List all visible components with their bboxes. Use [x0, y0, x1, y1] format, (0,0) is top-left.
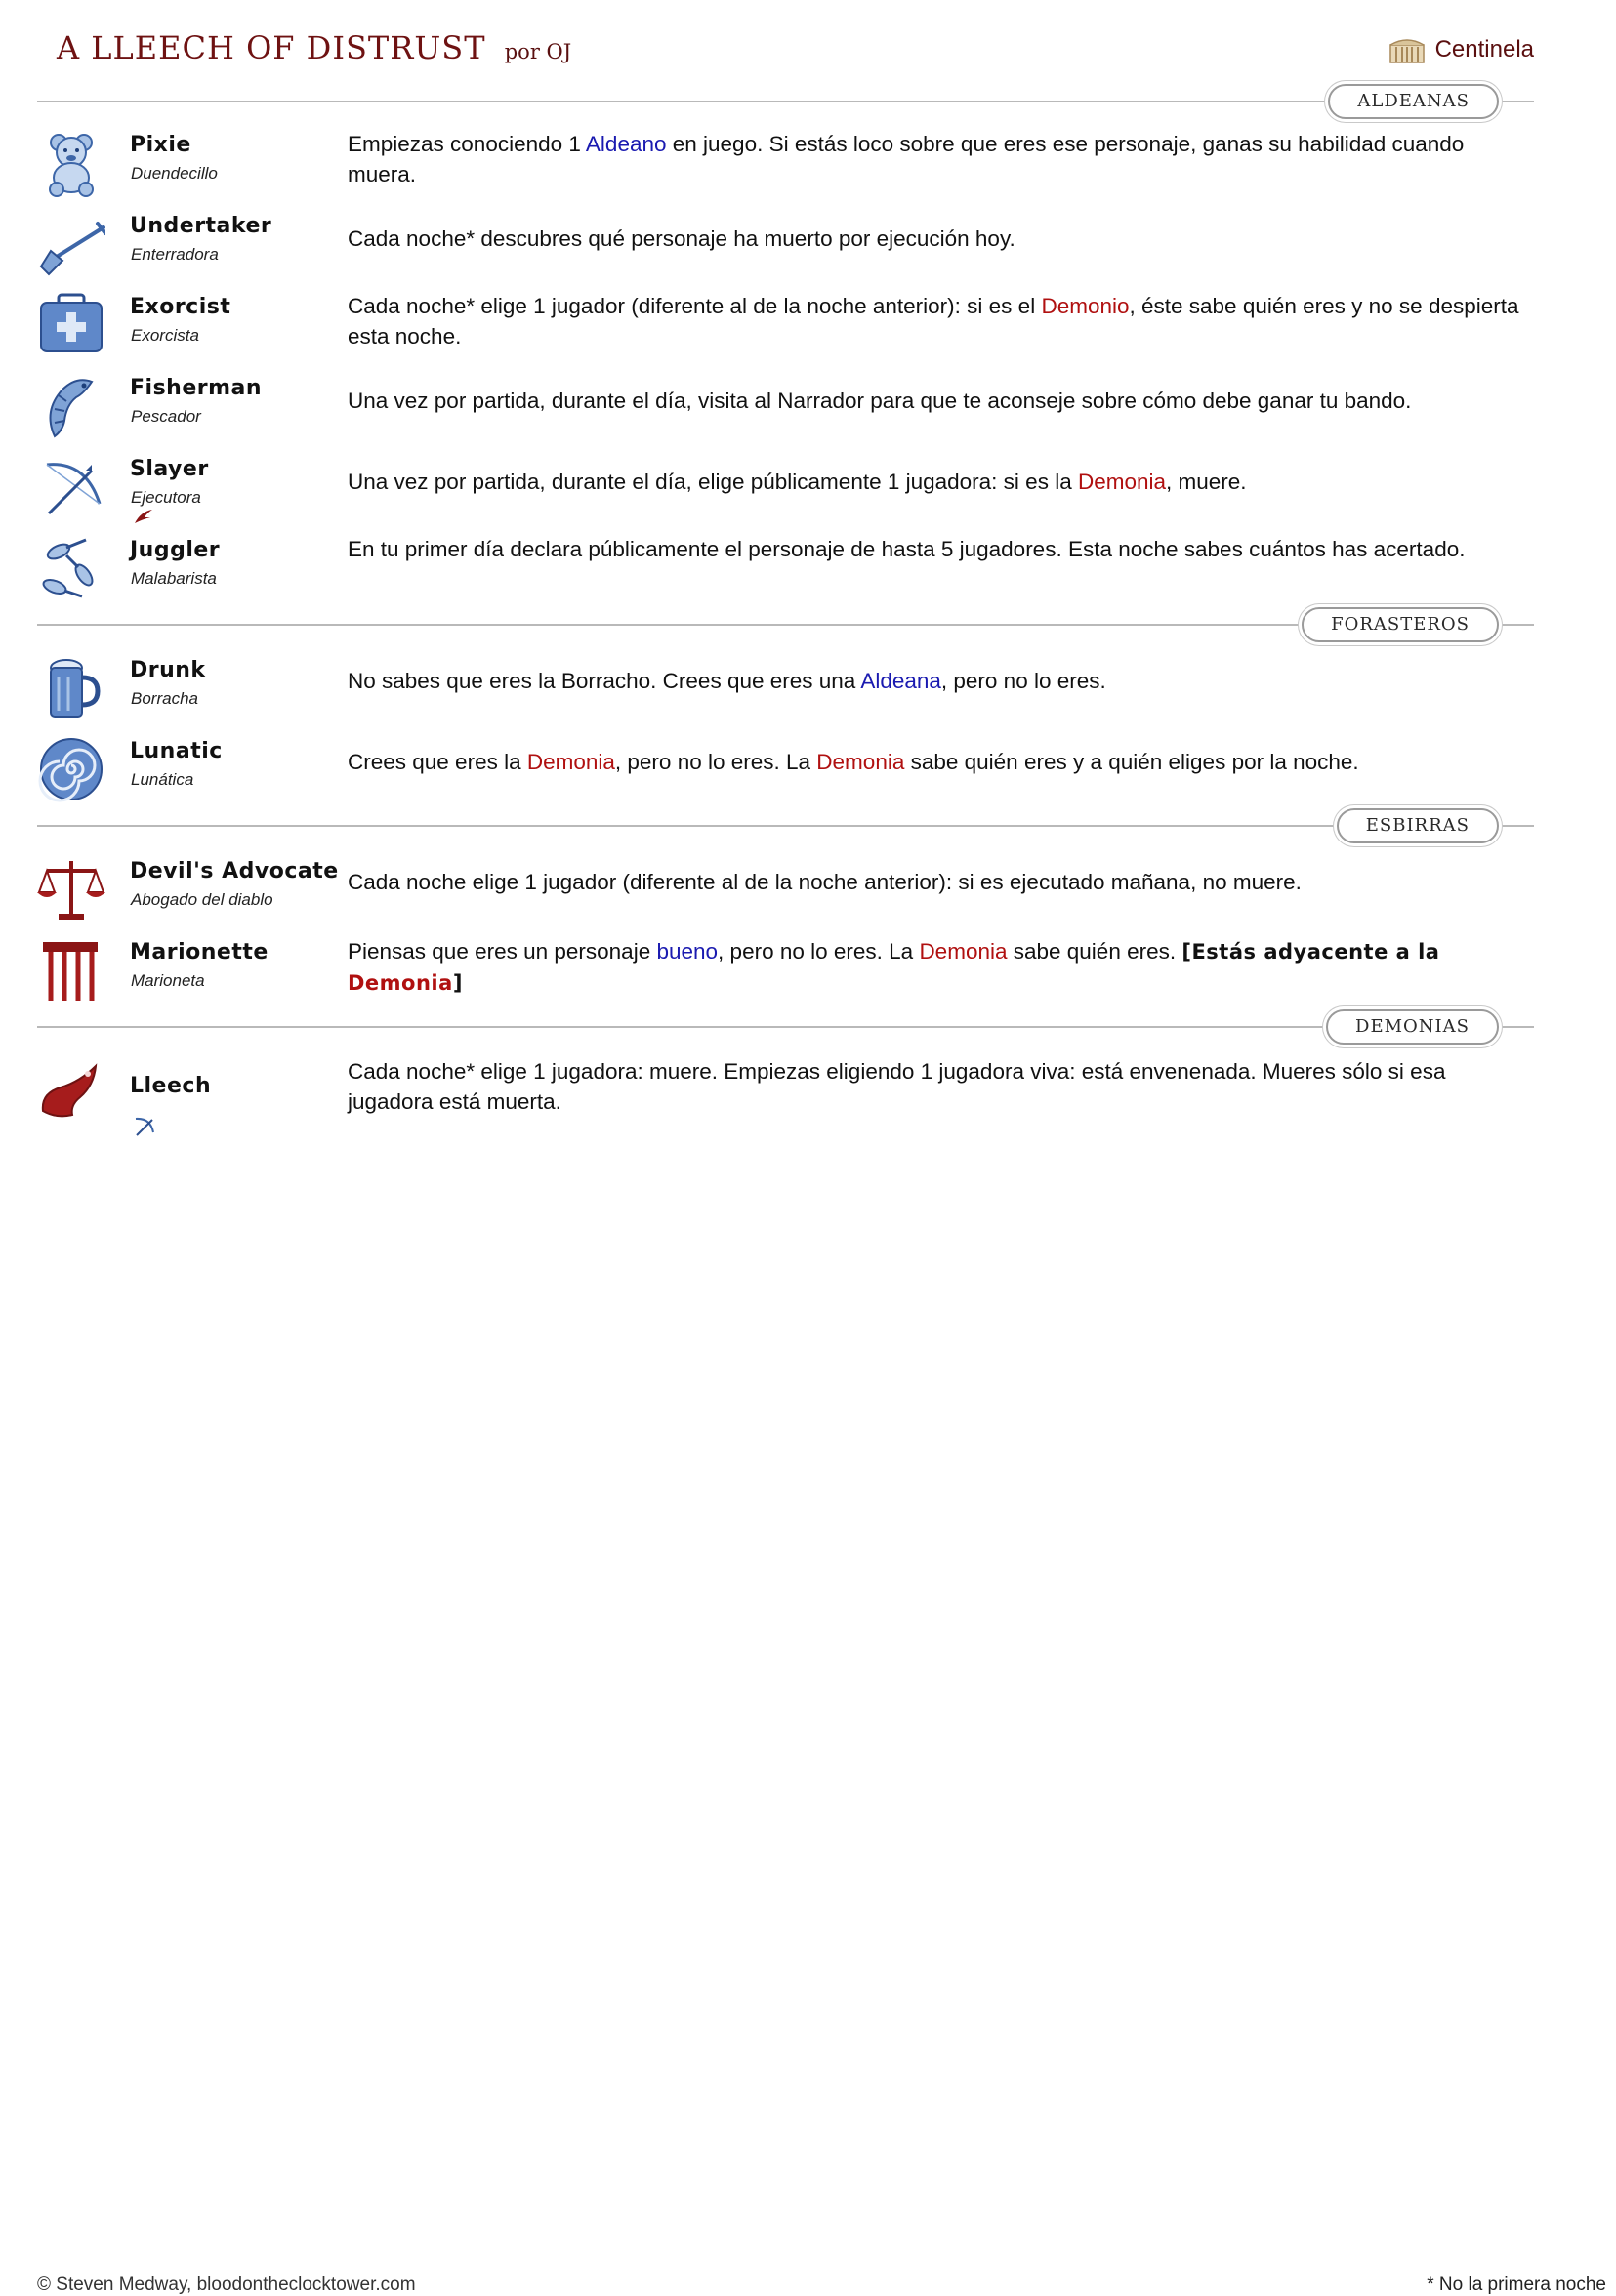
- section-label-demons: DEMONIAS: [1326, 1009, 1499, 1045]
- role-translation: Borracha: [131, 689, 198, 708]
- section-label-outsiders: FORASTEROS: [1302, 607, 1499, 642]
- role-name: Undertaker: [130, 214, 272, 238]
- crossbow-icon: [37, 453, 105, 521]
- role-translation: Duendecillo: [131, 164, 218, 183]
- footnote-text: * No la primera noche: [1427, 2275, 1606, 2295]
- crossbow-reminder-icon: [133, 1115, 156, 1138]
- scales-icon: [37, 855, 105, 923]
- role-ability: Cada noche elige 1 jugador (diferente al de la noche anterior): si es ejecutado mañana, no muere.: [348, 870, 1302, 894]
- sentinel-icon: [1388, 35, 1426, 64]
- role-translation: Enterradora: [131, 245, 219, 264]
- section-header-townsfolk: [37, 82, 1534, 121]
- role-ability: No sabes que eres la Borracho. Crees que eres una Aldeana, pero no lo eres.: [348, 669, 1106, 693]
- marionette-icon: [37, 936, 105, 1004]
- beer-mug-icon: [37, 654, 105, 722]
- role-ability: Una vez por partida, durante el día, visita al Narrador para que te aconseje sobre cómo debe ganar tu bando.: [348, 389, 1412, 413]
- lleech-icon: [37, 1056, 105, 1125]
- fish-icon: [37, 372, 105, 440]
- section-header-minions: [37, 806, 1534, 845]
- juggling-clubs-icon: [37, 534, 105, 602]
- role-name: Marionette: [130, 940, 269, 964]
- divider: [37, 825, 1534, 827]
- role-name: Fisherman: [130, 376, 263, 400]
- role-ability: Una vez por partida, durante el día, elige públicamente 1 jugadora: si es la Demonia, muere.: [348, 470, 1247, 494]
- copyright-text: © Steven Medway, bloodontheclocktower.com: [37, 2275, 416, 2295]
- role-name: Devil's Advocate: [130, 859, 339, 883]
- section-header-demons: [37, 1007, 1534, 1046]
- role-translation: Exorcista: [131, 326, 199, 345]
- edition-label: Centinela: [1434, 36, 1534, 62]
- section-label-townsfolk: ALDEANAS: [1328, 84, 1499, 119]
- role-name: Exorcist: [130, 295, 231, 319]
- script-author: por OJ: [504, 40, 572, 63]
- role-translation: Ejecutora: [131, 488, 201, 507]
- section-header-outsiders: [37, 605, 1534, 644]
- role-translation: Malabarista: [131, 569, 217, 588]
- role-ability: Cada noche* elige 1 jugador (diferente al de la noche anterior): si es el Demonio, éste sabe quién eres y no se despierta esta noche.: [348, 294, 1519, 348]
- role-translation: Lunática: [131, 770, 194, 789]
- script-title-text: A LLEECH OF DISTRUST: [57, 29, 486, 66]
- role-name: Drunk: [130, 658, 206, 682]
- role-ability: En tu primer día declara públicamente el personaje de hasta 5 jugadores. Esta noche sabes cuántos has acertado.: [348, 537, 1466, 561]
- role-name: Pixie: [130, 133, 191, 157]
- teddy-bear-icon: [37, 129, 105, 197]
- role-name: Slayer: [130, 457, 209, 481]
- role-name: Lleech: [130, 1074, 212, 1098]
- exorcist-bag-icon: [37, 291, 105, 359]
- role-ability: Cada noche* elige 1 jugadora: muere. Empiezas eligiendo 1 jugadora viva: está envenenada. Mueres sólo si esa jugadora está muerta.: [348, 1059, 1446, 1114]
- role-ability: Empiezas conociendo 1 Aldeano en juego. Si estás loco sobre que eres ese personaje, ganas su habilidad cuando muera.: [348, 132, 1465, 186]
- first-night-reminder-icon: [133, 508, 154, 525]
- edition-badge: [1388, 35, 1534, 64]
- role-ability: Piensas que eres un personaje bueno, pero no lo eres. La Demonia sabe quién eres. [Estás adyacente a la Demonia]: [348, 939, 1440, 995]
- section-label-minions: ESBIRRAS: [1337, 808, 1499, 843]
- role-ability: Crees que eres la Demonia, pero no lo eres. La Demonia sabe quién eres y a quién eliges por la noche.: [348, 750, 1359, 774]
- divider: [37, 1026, 1534, 1028]
- script-title: [57, 29, 571, 66]
- shovel-icon: [37, 210, 105, 278]
- role-name: Lunatic: [130, 739, 223, 763]
- script-header: [57, 27, 1534, 76]
- role-translation: Marioneta: [131, 971, 205, 990]
- role-ability: Cada noche* descubres qué personaje ha muerto por ejecución hoy.: [348, 226, 1015, 251]
- role-name: Juggler: [130, 538, 221, 562]
- spiral-icon: [37, 735, 105, 803]
- divider: [37, 101, 1534, 102]
- role-translation: Abogado del diablo: [131, 890, 273, 909]
- role-translation: Pescador: [131, 407, 201, 426]
